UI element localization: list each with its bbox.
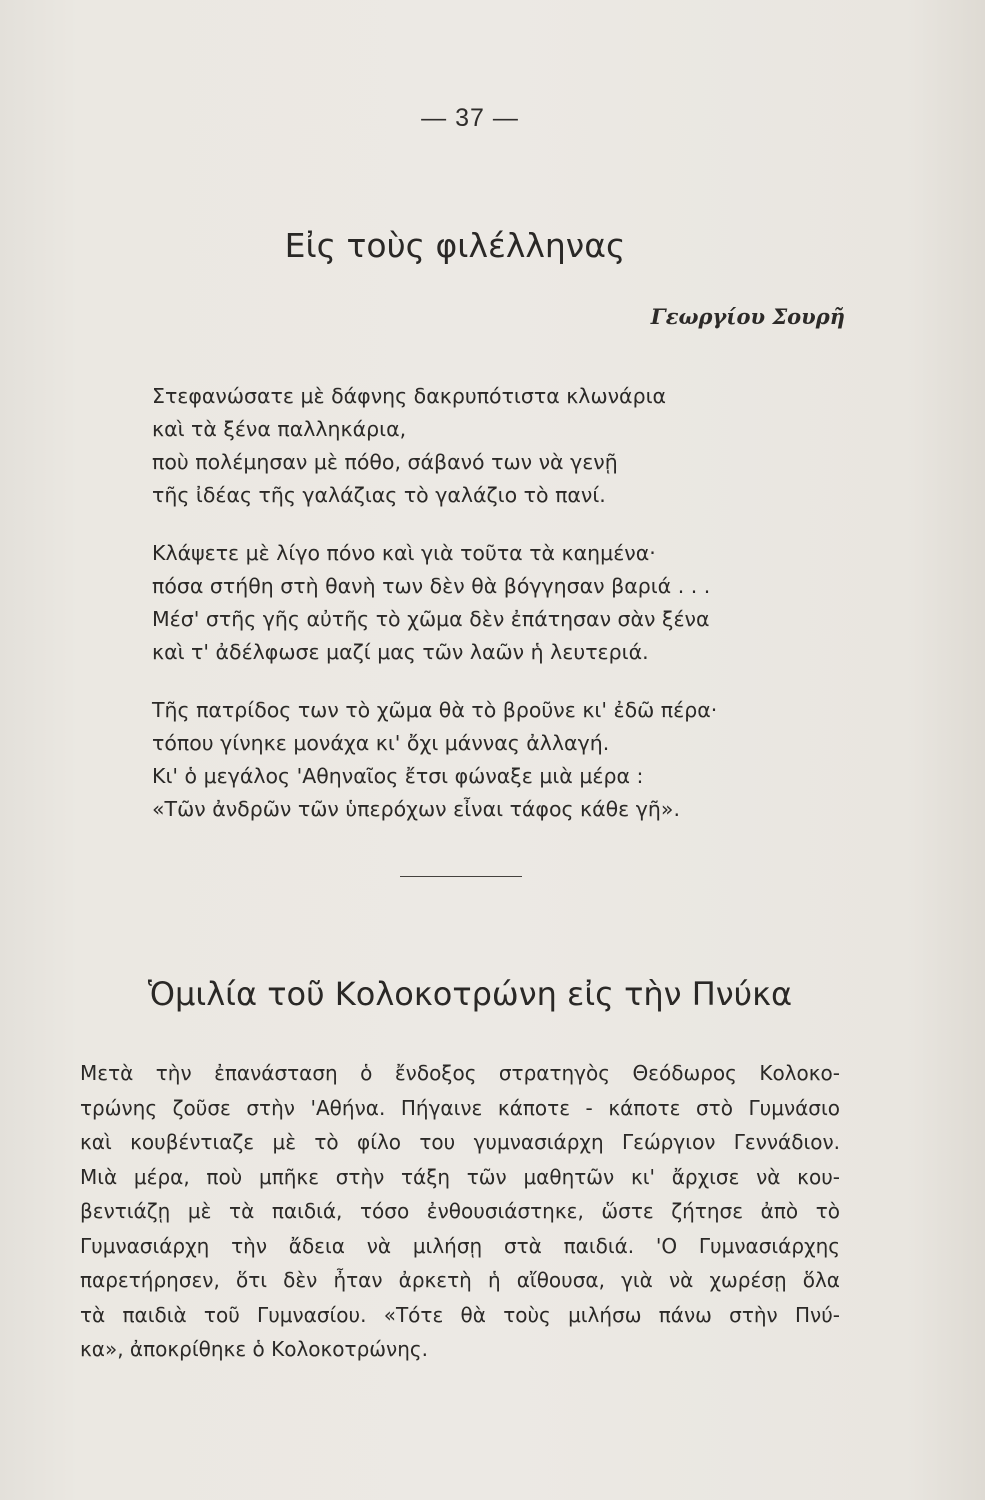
prose-line: Μετὰ τὴν ἐπανάσταση ὁ ἔνδοξος στρατηγὸς Θεόδωρος Κολοκο- [80,1061,840,1085]
poem-title: Εἰς τοὺς φιλέλληνας [284,226,626,265]
section-title: Ὁμιλία τοῦ Κολοκοτρώνη εἰς τὴν Πνύκα [147,975,793,1013]
verse-line: Στεφανώσατε μὲ δάφνης δακρυπότιστα κλωνάρια [152,384,667,408]
prose-line: Γυμνασιάρχη τὴν ἄδεια νὰ μιλήσῃ στὰ παιδιά. 'Ο Γυμνασιάρχης [80,1233,840,1258]
prose-line: βεντιάζῃ μὲ τὰ παιδιά, τόσο ἐνθουσιάστηκε, ὥστε ζήτησε ἀπὸ τὸ [80,1199,840,1223]
prose-paragraph [80,1056,840,1367]
prose-line: κα», ἀποκρίθηκε ὁ Κολοκοτρώνης. [80,1337,428,1361]
prose-line: τρώνης ζοῦσε στὴν 'Αθήνα. Πήγαινε κάποτε - κάποτε στὸ Γυμνάσιο [80,1095,840,1120]
verse-line: ποὺ πολέμησαν μὲ πόθο, σάβανό των νὰ γενῇ [152,450,618,474]
verse-line: Κλάψετε μὲ λίγο πόνο καὶ γιὰ τοῦτα τὰ καημένα· [152,541,656,565]
prose-line: παρετήρησεν, ὅτι δὲν ἦταν ἀρκετὴ ἡ αἴθουσα, γιὰ νὰ χωρέσῃ ὅλα [80,1268,840,1292]
verse-line: Κι' ὁ μεγάλος 'Αθηναῖος ἔτσι φώναξε μιὰ μέρα : [152,764,644,788]
prose-line: τὰ παιδιὰ τοῦ Γυμνασίου. «Τότε θὰ τοὺς μιλήσω πάνω στὴν Πνύ- [80,1302,840,1327]
section-divider [400,876,522,877]
verse-line: τῆς ἰδέας τῆς γαλάζιας τὸ γαλάζιο τὸ πανί. [152,483,606,507]
poem-body [152,380,852,851]
prose-line: Μιὰ μέρα, ποὺ μπῆκε στὴν τάξη τῶν μαθητῶν κι' ἄρχισε νὰ κου- [80,1164,840,1189]
page-number: — 37 — [421,104,519,132]
verse-line: «Τῶν ἀνδρῶν τῶν ὑπερόχων εἶναι τάφος κάθε γῆ». [152,797,680,821]
stanza-3 [152,694,852,826]
verse-line: πόσα στήθη στὴ θανὴ των δὲν θὰ βόγγησαν βαριά . . . [152,574,711,598]
verse-line: τόπου γίνηκε μονάχα κι' ὄχι μάννας ἀλλαγή. [152,731,610,755]
stanza-1 [152,380,852,512]
prose-line: καὶ κουβέντιαζε μὲ τὸ φίλο του γυμνασιάρχη Γεώργιον Γεννάδιον. [80,1130,840,1154]
verse-line: Μέσ' στῆς γῆς αὐτῆς τὸ χῶμα δὲν ἐπάτησαν σὰν ξένα [152,607,710,631]
stanza-2 [152,537,852,669]
poem-author: Γεωργίου Σουρῆ [650,304,845,329]
verse-line: καὶ τὰ ξένα παλληκάρια, [152,417,407,441]
verse-line: Τῆς πατρίδος των τὸ χῶμα θὰ τὸ βροῦνε κι' ἐδῶ πέρα· [152,698,718,722]
verse-line: καὶ τ' ἀδέλφωσε μαζί μας τῶν λαῶν ἡ λευτεριά. [152,640,649,664]
